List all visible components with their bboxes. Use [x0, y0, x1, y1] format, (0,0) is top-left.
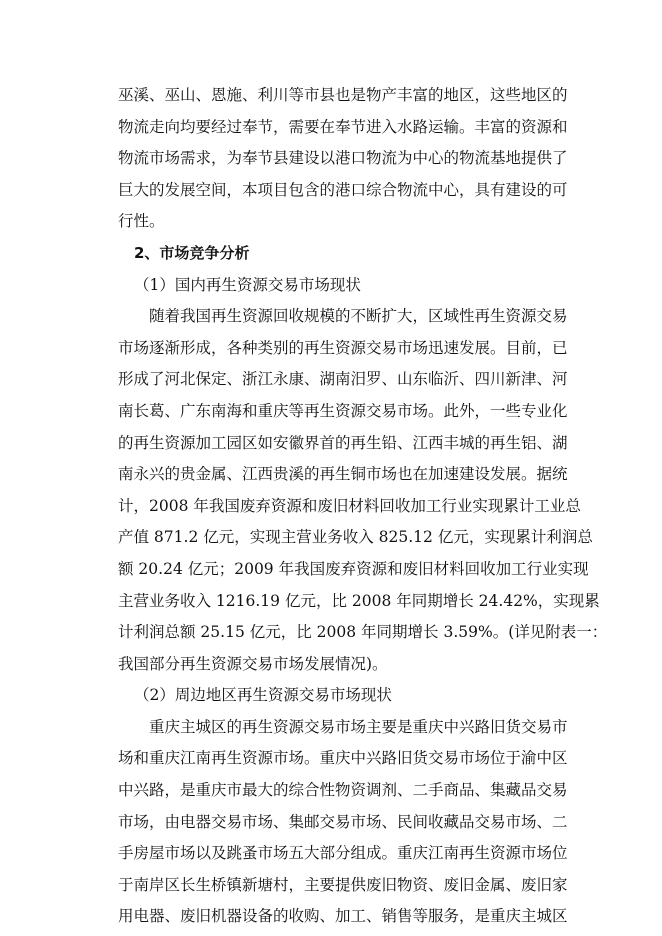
- text-line: 我国部分再生资源交易市场发展情况)。: [118, 654, 388, 673]
- text-line: 市场逐渐形成，各种类别的再生资源交易市场迅速发展。目前，已: [118, 338, 568, 357]
- text-line: 形成了河北保定、浙江永康、湖南汨罗、山东临沂、四川新津、河: [118, 370, 568, 389]
- text-line: 物流走向均要经过奉节，需要在奉节进入水路运输。丰富的资源和: [118, 117, 568, 136]
- text-line: 南永兴的贵金属、江西贵溪的再生铜市场也在加速建设发展。据统: [118, 465, 568, 484]
- subsection-heading: （2）周边地区再生资源交易市场现状: [134, 686, 392, 705]
- text-line: 的再生资源加工园区如安徽界首的再生铅、江西丰城的再生铝、湖: [118, 433, 568, 452]
- text-line: 额 20.24 亿元；2009 年我国废弃资源和废旧材料回收加工行业实现: [118, 559, 589, 578]
- text-line: 巫溪、巫山、恩施、利川等市县也是物产丰富的地区，这些地区的: [118, 86, 568, 104]
- text-line: 于南岸区长生桥镇新塘村，主要提供废旧物资、废旧金属、废旧家: [118, 875, 568, 894]
- text-line: 产值 871.2 亿元，实现主营业务收入 825.12 亿元，实现累计利润总: [118, 528, 593, 547]
- text-line: 行性。: [118, 212, 165, 231]
- text-line: 手房屋市场以及跳蚤市场五大部分组成。重庆江南再生资源市场位: [118, 844, 568, 863]
- document-body: [118, 80, 608, 933]
- text-line: 重庆主城区的再生资源交易市场主要是重庆中兴路旧货交易市: [149, 717, 568, 736]
- section-heading: 2、市场竞争分析: [134, 243, 250, 262]
- text-line: 南长葛、广东南海和重庆等再生资源交易市场。此外，一些专业化: [118, 401, 568, 420]
- subsection-heading: （1）国内再生资源交易市场现状: [134, 275, 361, 294]
- text-line: 市场，由电器交易市场、集邮交易市场、民间收藏品交易市场、二: [118, 812, 568, 831]
- text-line: 物流市场需求，为奉节县建设以港口物流为中心的物流基地提供了: [118, 149, 568, 168]
- text-line: 计利润总额 25.15 亿元，比 2008 年同期增长 3.59%。(详见附表一：: [118, 623, 608, 642]
- text-line: 用电器、废旧机器设备的收购、加工、销售等服务，是重庆主城区: [118, 907, 568, 926]
- text-line: 随着我国再生资源回收规模的不断扩大，区域性再生资源交易: [149, 307, 568, 326]
- text-line: 巨大的发展空间，本项目包含的港口综合物流中心，具有建设的可: [118, 180, 568, 199]
- text-line: 场和重庆江南再生资源市场。重庆中兴路旧货交易市场位于渝中区: [118, 749, 568, 768]
- text-line: 主营业务收入 1216.19 亿元，比 2008 年同期增长 24.42%，实现累: [118, 591, 600, 610]
- text-line: 中兴路，是重庆市最大的综合性物资调剂、二手商品、集藏品交易: [118, 781, 568, 800]
- text-line: 计，2008 年我国废弃资源和废旧材料回收加工行业实现累计工业总: [118, 496, 581, 515]
